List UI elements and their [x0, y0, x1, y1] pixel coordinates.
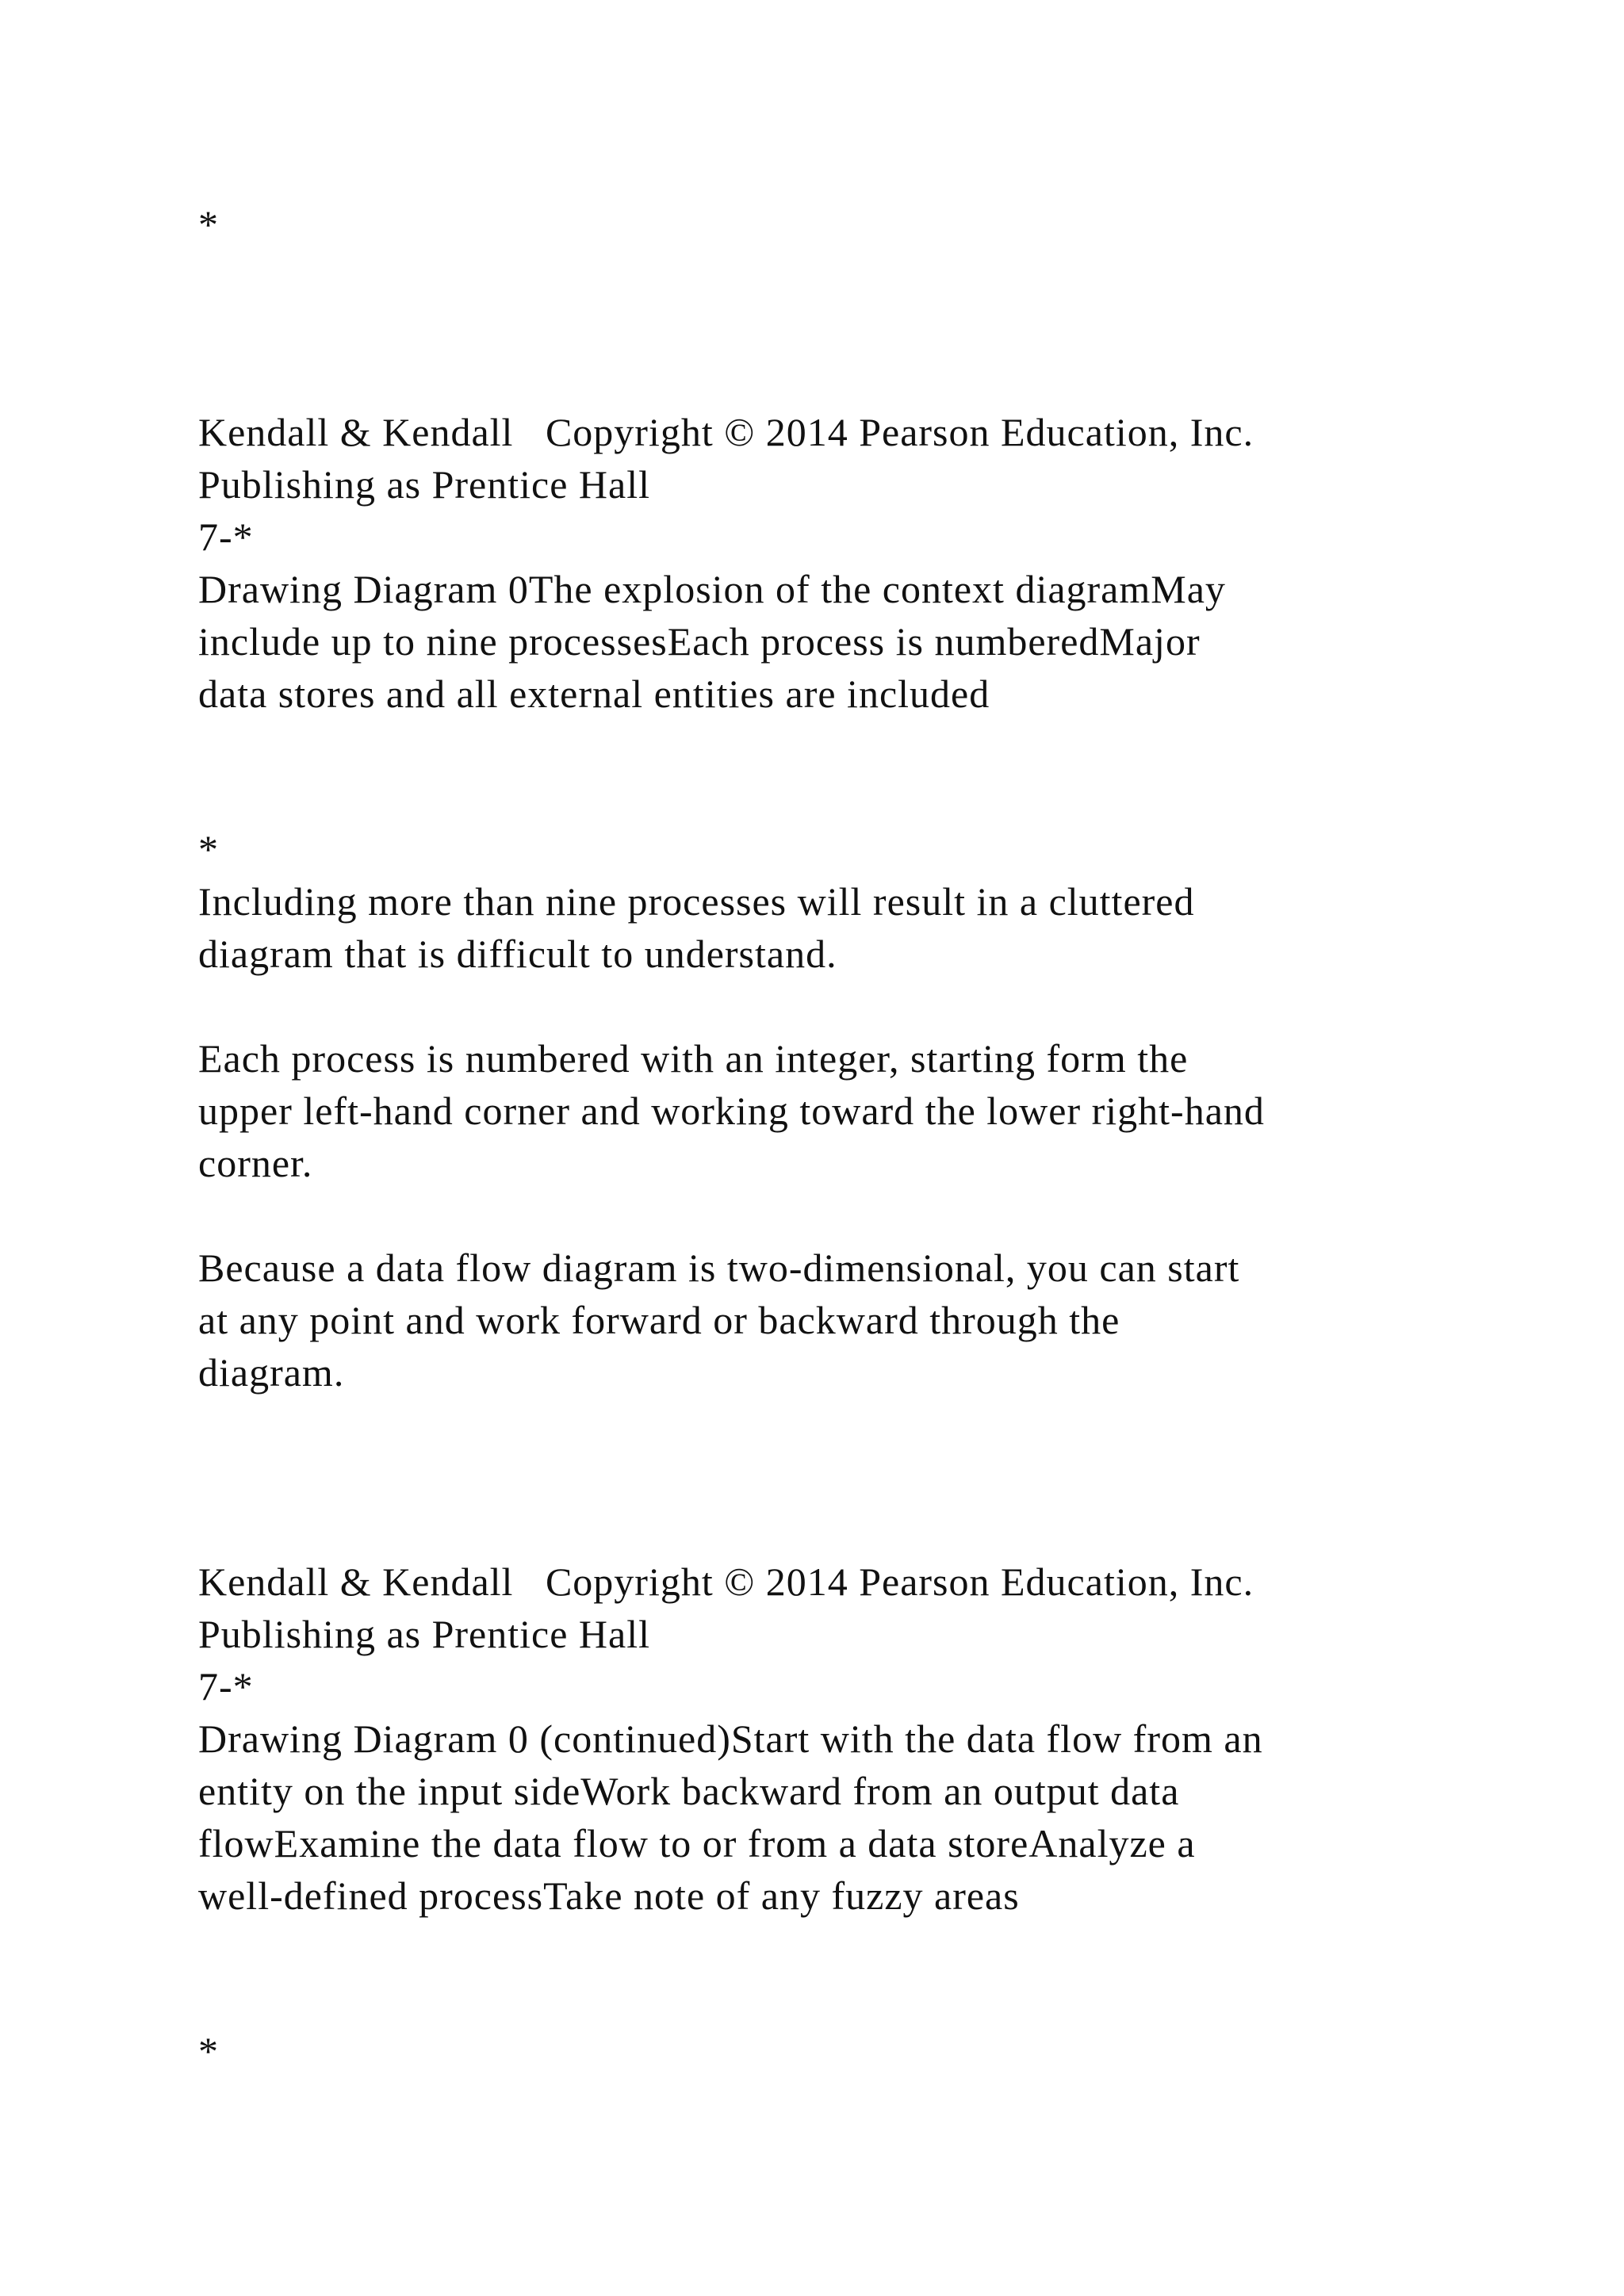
notes-line: diagram.: [198, 1350, 345, 1395]
separator-asterisk: *: [198, 2029, 219, 2073]
slide-number: 7-*: [198, 515, 254, 559]
publisher-line: Publishing as Prentice Hall: [198, 1612, 650, 1656]
notes-line: Each process is numbered with an integer, starting form the: [198, 1036, 1189, 1081]
copyright-line: Kendall & Kendall Copyright © 2014 Pearson Education, Inc.: [198, 1559, 1254, 1604]
slide-heading-line: Drawing Diagram 0 (continued)Start with the data flow from an: [198, 1716, 1263, 1761]
slide-heading-line: Drawing Diagram 0The explosion of the context diagramMay: [198, 567, 1226, 611]
slide-number: 7-*: [198, 1664, 254, 1709]
notes-line: Including more than nine processes will result in a cluttered: [198, 879, 1195, 924]
notes-line: corner.: [198, 1141, 313, 1185]
notes-line: upper left-hand corner and working toward the lower right-hand: [198, 1089, 1265, 1133]
notes-line: Because a data flow diagram is two-dimensional, you can start: [198, 1246, 1240, 1290]
publisher-line: Publishing as Prentice Hall: [198, 462, 650, 507]
notes-line: diagram that is difficult to understand.: [198, 932, 837, 976]
slide-body-line: flowExamine the data flow to or from a data storeAnalyze a: [198, 1821, 1196, 1866]
slide-body-line: include up to nine processesEach process is numberedMajor: [198, 619, 1201, 664]
separator-asterisk: *: [198, 202, 219, 247]
notes-line: at any point and work forward or backward through the: [198, 1298, 1120, 1342]
slide-body-line: entity on the input sideWork backward from an output data: [198, 1769, 1180, 1813]
separator-asterisk: *: [198, 827, 219, 871]
slide-body-line: well-defined processTake note of any fuzzy areas: [198, 1873, 1020, 1918]
copyright-line: Kendall & Kendall Copyright © 2014 Pearson Education, Inc.: [198, 410, 1254, 454]
slide-body-line: data stores and all external entities are included: [198, 672, 990, 716]
